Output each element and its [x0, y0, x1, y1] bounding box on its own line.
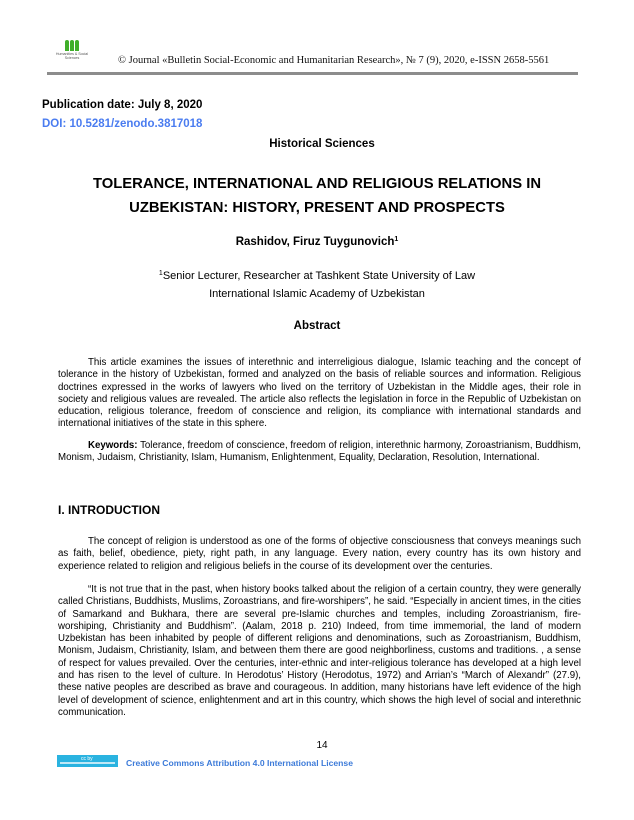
keywords-list: Tolerance, freedom of conscience, freedom of religion, interethnic harmony, Zoroastrianism, Buddhism, Monism, Judaism, Christianity, Islam, Humanism, Enlightenment, Equality, Declaration, Resolution, International. — [58, 440, 581, 464]
author-superscript: 1 — [394, 236, 399, 243]
header-divider — [47, 72, 578, 75]
abstract-heading: Abstract — [293, 320, 341, 332]
introduction-paragraph-1: The concept of religion is understood as one of the forms of objective consciousness that conveys meanings such as faith, belief, obedience, piety, right path, in any language. Every nation, every country has its own history and experience related to religion and religious beliefs in the course of its development over the centuries. — [58, 536, 581, 572]
affiliation-line-1: Senior Lecturer, Researcher at Tashkent State University of Law — [162, 270, 476, 282]
cc-license-badge[interactable] — [57, 755, 118, 767]
publication-date: Publication date: July 8, 2020 — [42, 99, 203, 111]
author-name: Rashidov, Firuz Tuygunovich — [235, 236, 395, 248]
title-line-2: UZBEKISTAN: HISTORY, PRESENT AND PROSPECTS — [129, 200, 505, 216]
article-title — [0, 172, 634, 220]
keywords-label: Keywords: — [88, 440, 138, 451]
section-name: Historical Sciences — [269, 138, 375, 150]
journal-citation: © Journal «Bulletin Social-Economic and Humanitarian Research», № 7 (9), 2020, e-ISSN 2658-5561 — [118, 55, 550, 66]
logo-text: Humanities & Social Sciences — [55, 52, 89, 61]
introduction-heading: I. INTRODUCTION — [58, 503, 160, 517]
license-link[interactable]: Creative Commons Attribution 4.0 International License — [126, 758, 353, 768]
doi-link[interactable]: DOI: 10.5281/zenodo.3817018 — [42, 118, 203, 130]
journal-logo — [52, 40, 92, 61]
cc-badge-strip — [60, 762, 115, 764]
people-icon — [65, 40, 79, 51]
page-number: 14 — [316, 740, 328, 751]
affiliation — [0, 265, 634, 303]
cc-icon: cc by — [81, 756, 93, 762]
affiliation-superscript: 1 — [158, 270, 163, 277]
abstract-text: This article examines the issues of interethnic and interreligious dialogue, Islamic teaching and the concept of tolerance in the history of Uzbekistan, formed and analyzed on the basis of reliable sources and information. Religious doctrines expressed in the works of lawyers who lived on the territory of Uzbekistan in the Middle ages, their role in society and religious values are revealed. The article also reflects the legislation in force in the Republic of Uzbekistan on education, religious tolerance, freedom of conscience and religion, its compliance with international standards and international initiatives of the state in this sphere. — [58, 357, 581, 430]
author — [0, 236, 634, 248]
keywords — [58, 440, 581, 465]
title-line-1: TOLERANCE, INTERNATIONAL AND RELIGIOUS RELATIONS IN — [92, 176, 542, 192]
affiliation-line-2: International Islamic Academy of Uzbekistan — [209, 288, 425, 300]
introduction-paragraph-2: “It is not true that in the past, when history books talked about the religion of a certain country, they were generally called Christians, Buddhists, Muslims, Zoroastrians, and fire-worshipers”, he said. “Especially in ancient times, in the cities of Samarkand and Bukhara, there are several pre-Islamic churches and temples, including Zoroastrianism, fire-worshiping, Christianity and Buddhism”. (Aalam, 2018 p. 210) Indeed, from time immemorial, the land of modern Uzbekistan has been inhabited by people of different religions and denominations, such as Zoroastrianism, Buddhism, Monism, Judaism, Christianity, Islam, and between them there are good neighborliness, customs and traditions. , a sense of respect for values prevailed. Over the centuries, inter-ethnic and inter-religious tolerance has developed at a high level and has risen to the level of culture. In Herodotus’ History (Herodotus, 1972) and Arrian’s “March of Alexandr” (27.9), these native peoples are described as brave and courageous. In addition, many historians have left evidence of the high level of development of science, enlightenment and art in this country, which shows the high level of social and interethnic communication. — [58, 584, 581, 718]
